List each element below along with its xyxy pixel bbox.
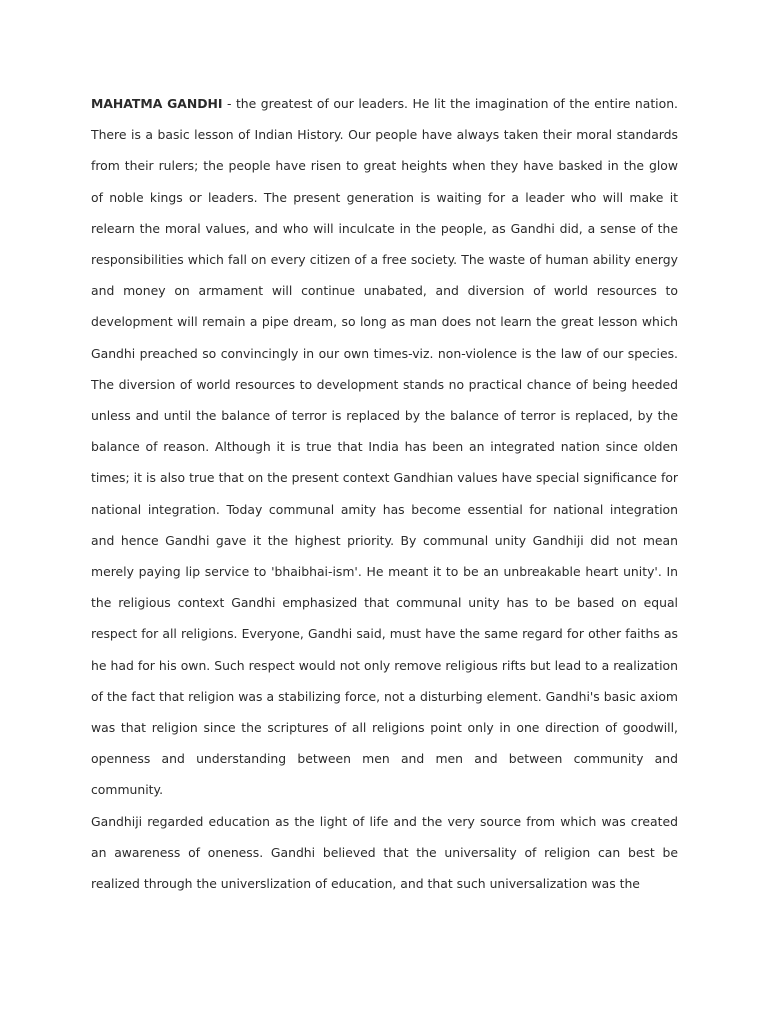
paragraph-body-text: - the greatest of our leaders. He lit the imagination of the entire nation. There is a basic lesson of Indian History. Our people have always taken their moral standards from their rulers; the people have risen to great heights when they have basked in the glow of noble kings or leaders. The present generation is waiting for a leader who will make it relearn the moral values, and who will inculcate in the people, as Gandhi did, a sense of the responsibilities which fall on every citizen of a free society. The waste of human ability energy and money on armament will continue unabated, and diversion of world resources to development will remain a pipe dream, so long as man does not learn the great lesson which Gandhi preached so convincingly in our own times-viz. non-violence is the law of our species. The diversion of world resources to development stands no practical chance of being heeded unless and until the balance of terror is replaced by the balance of terror is replaced, by the balance of reason. Although it is true that India has been an integrated nation since olden times; it is also true that on the present context Gandhian values have special significance for national integration. Today communal amity has become essential for national integration and hence Gandhi gave it the highest priority. By communal unity Gandhiji did not mean merely paying lip service to 'bhaibhai-ism'. He meant it to be an unbreakable heart unity'. In the religious context Gandhi emphasized that communal unity has to be based on equal respect for all religions. Everyone, Gandhi said, must have the same regard for other faiths as he had for his own. Such respect would not only remove religious rifts but lead to a realization of the fact that religion was a stabilizing force, not a disturbing element. Gandhi's basic axiom was that religion since the scriptures of all religions point only in one direction of goodwill, openness and understanding between men and men and between community and community. [91,96,678,798]
document-body [91,88,678,899]
paragraph-gandhi-leadership [91,88,678,806]
paragraph-gandhi-education: Gandhiji regarded education as the light of life and the very source from which was created an awareness of oneness. Gandhi believed that the universality of religion can best be realized through the universlization of education, and that such universalization was the [91,813,678,892]
paragraph-lead-heading: MAHATMA GANDHI [91,96,223,111]
